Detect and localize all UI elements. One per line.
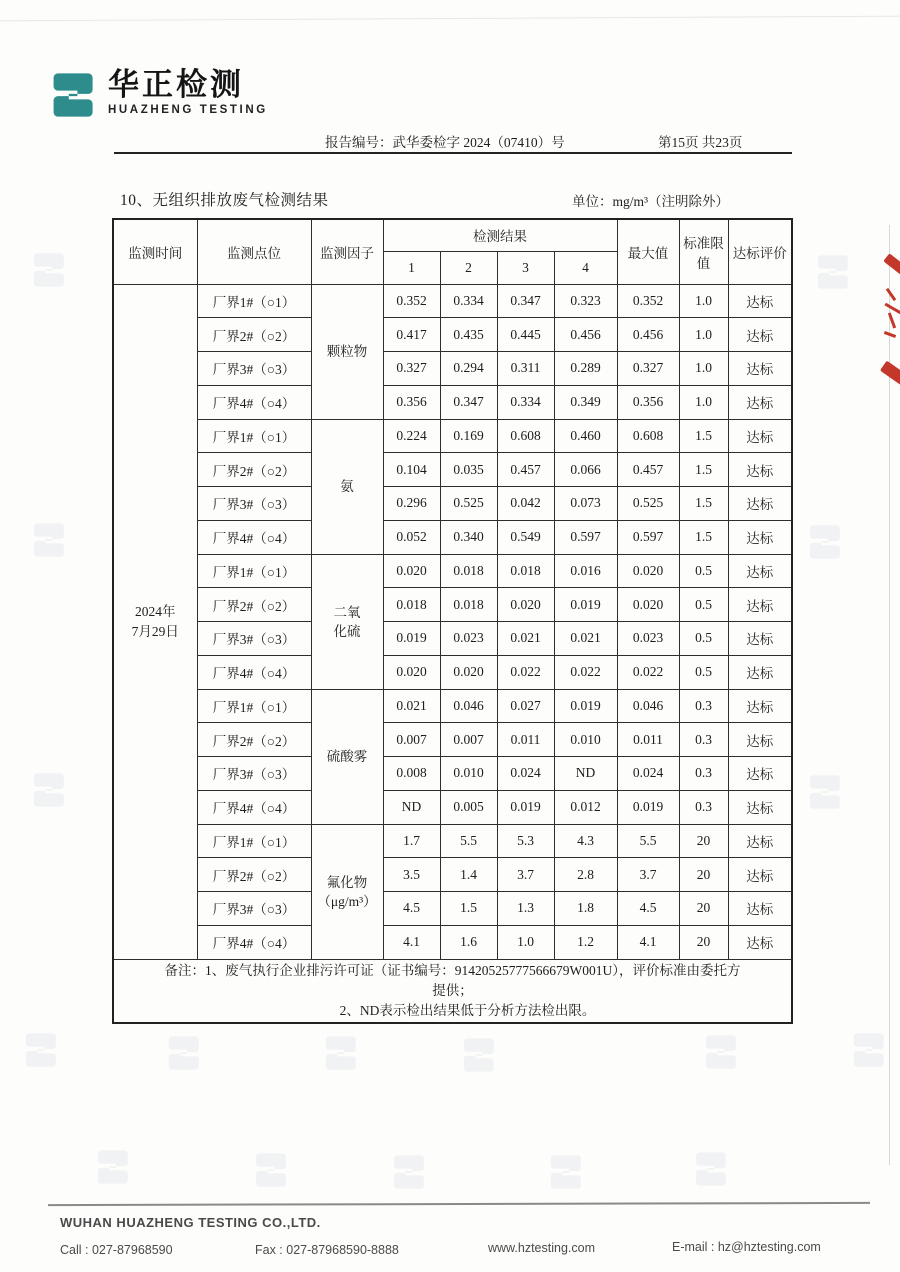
notes-line: 提供；	[432, 982, 473, 998]
monitor-point-cell: 厂界3#（○3）	[197, 487, 311, 521]
footer-phone: Call : 027-87968590	[60, 1243, 173, 1257]
result-value-cell: 1.6	[440, 925, 497, 959]
footer-rule	[48, 1202, 870, 1206]
header-rule	[114, 152, 792, 154]
max-value-cell: 0.011	[617, 723, 679, 757]
limit-value-cell: 20	[679, 824, 728, 858]
result-value-cell: ND	[383, 790, 440, 824]
max-value-cell: 0.020	[617, 554, 679, 588]
max-value-cell: 0.352	[617, 284, 679, 318]
col-header-eval: 达标评价	[728, 219, 792, 284]
table-row	[113, 689, 792, 723]
max-value-cell: 0.022	[617, 655, 679, 689]
monitor-date-cell	[113, 284, 197, 959]
monitor-point-cell: 厂界4#（○4）	[197, 385, 311, 419]
watermark-logo	[545, 1150, 585, 1194]
watermark-logo	[250, 1148, 290, 1192]
eval-cell: 达标	[728, 790, 792, 824]
table-row	[113, 588, 792, 622]
monitor-date-line: 2024年	[135, 603, 176, 619]
notes-cell	[113, 959, 792, 1023]
result-value-cell: 1.2	[554, 925, 617, 959]
monitor-point-cell: 厂界3#（○3）	[197, 622, 311, 656]
result-value-cell: 0.349	[554, 385, 617, 419]
logo-english-name: HUAZHENG TESTING	[108, 104, 268, 116]
result-value-cell: 0.046	[440, 689, 497, 723]
result-value-cell: 0.347	[497, 284, 554, 318]
result-value-cell: 1.7	[383, 824, 440, 858]
table-row	[113, 925, 792, 959]
table-row	[113, 520, 792, 554]
report-number: 报告编号：武华委检字 2024（07410）号	[325, 135, 565, 150]
eval-cell: 达标	[728, 588, 792, 622]
section-title: 10、无组织排放废气检测结果	[120, 192, 329, 209]
max-value-cell: 0.525	[617, 487, 679, 521]
eval-cell: 达标	[728, 352, 792, 386]
result-value-cell: 1.8	[554, 892, 617, 926]
result-value-cell: 0.066	[554, 453, 617, 487]
col-header-run-2: 2	[440, 251, 497, 284]
result-value-cell: 1.4	[440, 858, 497, 892]
watermark-logo	[163, 1031, 203, 1075]
result-value-cell: 4.3	[554, 824, 617, 858]
monitor-point-cell: 厂界1#（○1）	[197, 689, 311, 723]
result-value-cell: 0.597	[554, 520, 617, 554]
result-value-cell: 4.5	[383, 892, 440, 926]
monitor-point-cell: 厂界4#（○4）	[197, 655, 311, 689]
watermark-logo	[388, 1150, 428, 1194]
result-value-cell: 0.352	[383, 284, 440, 318]
result-value-cell: 5.3	[497, 824, 554, 858]
table-row	[113, 757, 792, 791]
result-value-cell: 0.008	[383, 757, 440, 791]
huazheng-logo-icon	[46, 68, 98, 122]
result-value-cell: 0.012	[554, 790, 617, 824]
max-value-cell: 0.457	[617, 453, 679, 487]
result-value-cell: 0.019	[383, 622, 440, 656]
limit-value-cell: 20	[679, 892, 728, 926]
col-header-factor: 监测因子	[311, 219, 383, 284]
result-value-cell: 0.010	[440, 757, 497, 791]
result-value-cell: 1.3	[497, 892, 554, 926]
result-value-cell: 0.019	[554, 689, 617, 723]
table-row	[113, 554, 792, 588]
result-value-cell: 0.018	[497, 554, 554, 588]
limit-value-cell: 0.5	[679, 554, 728, 588]
result-value-cell: 5.5	[440, 824, 497, 858]
max-value-cell: 0.046	[617, 689, 679, 723]
table-row	[113, 419, 792, 453]
result-value-cell: 0.294	[440, 352, 497, 386]
table-row	[113, 352, 792, 386]
result-value-cell: 0.022	[497, 655, 554, 689]
table-row	[113, 858, 792, 892]
max-value-cell: 3.7	[617, 858, 679, 892]
watermark-logo	[848, 1028, 888, 1072]
table-row	[113, 622, 792, 656]
result-value-cell: 0.224	[383, 419, 440, 453]
eval-cell: 达标	[728, 925, 792, 959]
limit-value-cell: 0.5	[679, 588, 728, 622]
eval-cell: 达标	[728, 453, 792, 487]
result-value-cell: 2.8	[554, 858, 617, 892]
monitor-point-cell: 厂界2#（○2）	[197, 858, 311, 892]
watermark-logo	[20, 1028, 60, 1072]
col-header-result: 检测结果	[383, 219, 617, 251]
max-value-cell: 0.019	[617, 790, 679, 824]
watermark-logo	[458, 1033, 498, 1077]
limit-value-cell: 1.0	[679, 318, 728, 352]
result-value-cell: 0.460	[554, 419, 617, 453]
result-value-cell: 0.021	[554, 622, 617, 656]
watermark-logo	[804, 520, 844, 564]
result-value-cell: 1.0	[497, 925, 554, 959]
factor-line: 硫酸雾	[326, 749, 368, 764]
watermark-logo	[700, 1030, 740, 1074]
monitor-point-cell: 厂界4#（○4）	[197, 790, 311, 824]
watermark-logo	[804, 770, 844, 814]
col-header-limit: 标准限值	[679, 219, 728, 284]
monitor-point-cell: 厂界2#（○2）	[197, 588, 311, 622]
page-number: 第15页 共23页	[658, 135, 743, 150]
monitor-point-cell: 厂界2#（○2）	[197, 453, 311, 487]
monitor-point-cell: 厂界3#（○3）	[197, 757, 311, 791]
result-value-cell: 0.018	[440, 588, 497, 622]
factor-line: 化硫	[333, 623, 361, 639]
notes-line: 备注：1、废气执行企业排污许可证（证书编号：91420525777566679W001U），评价标准由委托方	[164, 962, 741, 978]
result-value-cell: 0.445	[497, 318, 554, 352]
monitor-factor-cell	[311, 419, 383, 554]
eval-cell: 达标	[728, 520, 792, 554]
result-value-cell: 3.5	[383, 858, 440, 892]
result-value-cell: 0.016	[554, 554, 617, 588]
eval-cell: 达标	[728, 554, 792, 588]
result-value-cell: 0.289	[554, 352, 617, 386]
result-value-cell: 0.019	[554, 588, 617, 622]
limit-value-cell: 1.5	[679, 520, 728, 554]
eval-cell: 达标	[728, 622, 792, 656]
result-value-cell: 0.327	[383, 352, 440, 386]
result-value-cell: 0.020	[497, 588, 554, 622]
result-value-cell: 4.1	[383, 925, 440, 959]
result-value-cell: 0.334	[440, 284, 497, 318]
results-table	[112, 218, 793, 1024]
limit-value-cell: 0.5	[679, 655, 728, 689]
monitor-factor-cell	[311, 554, 383, 689]
result-value-cell: 0.311	[497, 352, 554, 386]
result-value-cell: 0.323	[554, 284, 617, 318]
result-value-cell: 0.052	[383, 520, 440, 554]
unit-label: 单位：mg/m³（注明除外）	[572, 194, 730, 209]
limit-value-cell: 1.0	[679, 352, 728, 386]
limit-value-cell: 1.5	[679, 453, 728, 487]
result-value-cell: 0.457	[497, 453, 554, 487]
monitor-point-cell: 厂界1#（○1）	[197, 824, 311, 858]
result-value-cell: 0.169	[440, 419, 497, 453]
eval-cell: 达标	[728, 385, 792, 419]
factor-line: （μg/m³）	[317, 893, 377, 909]
eval-cell: 达标	[728, 858, 792, 892]
scan-edge-line	[0, 16, 900, 22]
eval-cell: 达标	[728, 655, 792, 689]
result-value-cell: 0.073	[554, 487, 617, 521]
max-value-cell: 5.5	[617, 824, 679, 858]
monitor-point-cell: 厂界4#（○4）	[197, 520, 311, 554]
max-value-cell: 4.1	[617, 925, 679, 959]
factor-line: 氨	[340, 479, 354, 494]
monitor-factor-cell	[311, 689, 383, 824]
monitor-date-line: 7月29日	[131, 623, 179, 639]
col-header-time: 监测时间	[113, 219, 197, 284]
limit-value-cell: 0.3	[679, 790, 728, 824]
table-row	[113, 487, 792, 521]
limit-value-cell: 20	[679, 858, 728, 892]
monitor-point-cell: 厂界3#（○3）	[197, 892, 311, 926]
col-header-point: 监测点位	[197, 219, 311, 284]
table-row	[113, 453, 792, 487]
table-row	[113, 318, 792, 352]
logo-chinese-name: 华正检测	[108, 67, 244, 102]
monitor-point-cell: 厂界4#（○4）	[197, 925, 311, 959]
watermark-logo	[320, 1031, 360, 1075]
limit-value-cell: 0.3	[679, 689, 728, 723]
footer-fax: Fax : 027-87968590-8888	[255, 1243, 399, 1257]
monitor-point-cell: 厂界2#（○2）	[197, 318, 311, 352]
result-value-cell: 0.104	[383, 453, 440, 487]
factor-line: 颗粒物	[326, 344, 368, 359]
eval-cell: 达标	[728, 487, 792, 521]
notes-row	[113, 959, 792, 1023]
result-value-cell: 0.024	[497, 757, 554, 791]
watermark-logo	[812, 250, 852, 294]
result-value-cell: 0.018	[440, 554, 497, 588]
watermark-logo	[28, 248, 68, 292]
result-value-cell: 0.005	[440, 790, 497, 824]
result-value-cell: ND	[554, 757, 617, 791]
monitor-point-cell: 厂界2#（○2）	[197, 723, 311, 757]
max-value-cell: 0.023	[617, 622, 679, 656]
limit-value-cell: 1.5	[679, 419, 728, 453]
col-header-run-4: 4	[554, 251, 617, 284]
eval-cell: 达标	[728, 757, 792, 791]
eval-cell: 达标	[728, 824, 792, 858]
max-value-cell: 0.356	[617, 385, 679, 419]
table-row	[113, 723, 792, 757]
factor-line: 氟化物	[326, 874, 368, 890]
monitor-point-cell: 厂界1#（○1）	[197, 554, 311, 588]
max-value-cell: 0.020	[617, 588, 679, 622]
limit-value-cell: 1.0	[679, 284, 728, 318]
eval-cell: 达标	[728, 419, 792, 453]
result-value-cell: 0.435	[440, 318, 497, 352]
table-row	[113, 655, 792, 689]
limit-value-cell: 20	[679, 925, 728, 959]
limit-value-cell: 0.5	[679, 622, 728, 656]
result-value-cell: 0.296	[383, 487, 440, 521]
monitor-factor-cell	[311, 824, 383, 959]
eval-cell: 达标	[728, 892, 792, 926]
monitor-factor-cell	[311, 284, 383, 419]
watermark-logo	[28, 768, 68, 812]
factor-line: 二氧	[333, 604, 361, 620]
eval-cell: 达标	[728, 284, 792, 318]
result-value-cell: 0.021	[383, 689, 440, 723]
max-value-cell: 0.608	[617, 419, 679, 453]
result-value-cell: 0.021	[497, 622, 554, 656]
result-value-cell: 0.022	[554, 655, 617, 689]
result-value-cell: 0.011	[497, 723, 554, 757]
result-value-cell: 0.525	[440, 487, 497, 521]
watermark-logo	[28, 518, 68, 562]
result-value-cell: 0.456	[554, 318, 617, 352]
limit-value-cell: 0.3	[679, 757, 728, 791]
result-value-cell: 0.010	[554, 723, 617, 757]
col-header-run-1: 1	[383, 251, 440, 284]
result-value-cell: 0.007	[383, 723, 440, 757]
result-value-cell: 1.5	[440, 892, 497, 926]
footer-website: www.hztesting.com	[488, 1241, 595, 1255]
watermark-logo	[690, 1147, 730, 1191]
result-value-cell: 0.020	[383, 554, 440, 588]
max-value-cell: 4.5	[617, 892, 679, 926]
footer-company-name: WUHAN HUAZHENG TESTING CO.,LTD.	[60, 1215, 321, 1230]
result-value-cell: 0.549	[497, 520, 554, 554]
eval-cell: 达标	[728, 318, 792, 352]
monitor-point-cell: 厂界3#（○3）	[197, 352, 311, 386]
result-value-cell: 0.023	[440, 622, 497, 656]
notes-line: 2、ND表示检出结果低于分析方法检出限。	[339, 1002, 596, 1018]
result-value-cell: 0.042	[497, 487, 554, 521]
table-row	[113, 385, 792, 419]
monitor-point-cell: 厂界1#（○1）	[197, 284, 311, 318]
table-row	[113, 824, 792, 858]
result-value-cell: 0.334	[497, 385, 554, 419]
red-seam-stamp	[870, 255, 900, 400]
max-value-cell: 0.327	[617, 352, 679, 386]
table-row	[113, 892, 792, 926]
result-value-cell: 3.7	[497, 858, 554, 892]
result-value-cell: 0.417	[383, 318, 440, 352]
table-row	[113, 284, 792, 318]
max-value-cell: 0.597	[617, 520, 679, 554]
result-value-cell: 0.007	[440, 723, 497, 757]
eval-cell: 达标	[728, 689, 792, 723]
watermark-logo	[92, 1145, 132, 1189]
eval-cell: 达标	[728, 723, 792, 757]
result-value-cell: 0.347	[440, 385, 497, 419]
result-value-cell: 0.608	[497, 419, 554, 453]
result-value-cell: 0.020	[440, 655, 497, 689]
company-logo	[46, 68, 268, 122]
col-header-run-3: 3	[497, 251, 554, 284]
limit-value-cell: 1.5	[679, 487, 728, 521]
footer-email: E-mail : hz@hztesting.com	[672, 1240, 821, 1254]
monitor-point-cell: 厂界1#（○1）	[197, 419, 311, 453]
result-value-cell: 0.340	[440, 520, 497, 554]
max-value-cell: 0.456	[617, 318, 679, 352]
limit-value-cell: 0.3	[679, 723, 728, 757]
col-header-max: 最大值	[617, 219, 679, 284]
result-value-cell: 0.020	[383, 655, 440, 689]
result-value-cell: 0.019	[497, 790, 554, 824]
result-value-cell: 0.356	[383, 385, 440, 419]
limit-value-cell: 1.0	[679, 385, 728, 419]
result-value-cell: 0.027	[497, 689, 554, 723]
result-value-cell: 0.018	[383, 588, 440, 622]
max-value-cell: 0.024	[617, 757, 679, 791]
table-row	[113, 790, 792, 824]
result-value-cell: 0.035	[440, 453, 497, 487]
